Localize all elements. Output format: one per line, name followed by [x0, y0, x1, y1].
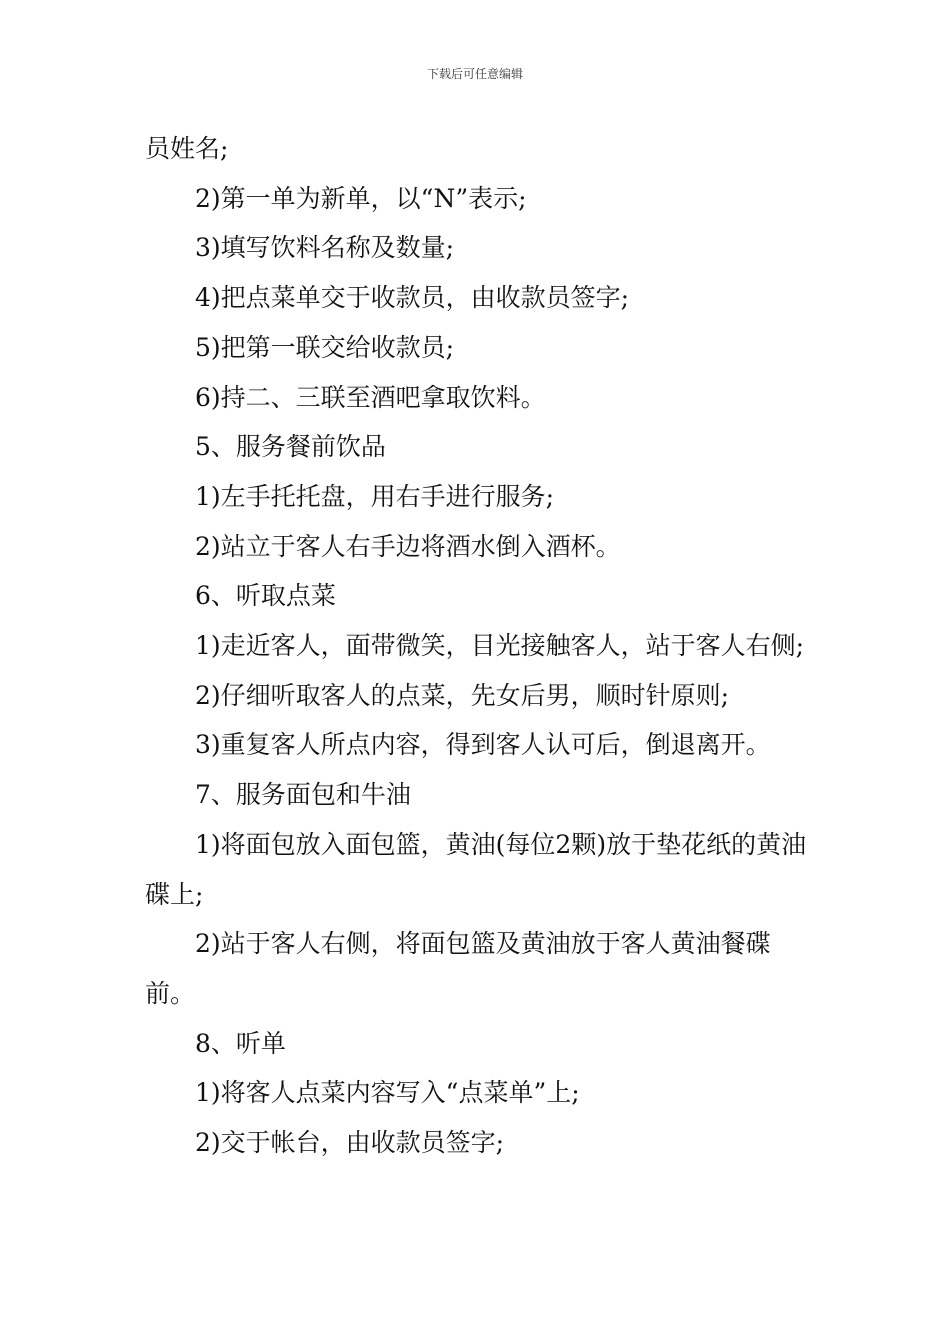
- document-body: [145, 124, 810, 1168]
- section-heading: 6、听取点菜: [195, 581, 336, 611]
- paragraph: 1)左手托托盘，用右手进行服务;: [195, 481, 555, 511]
- paragraph: 3)重复客人所点内容，得到客人认可后，倒退离开。: [195, 730, 771, 760]
- paragraph: 6)持二、三联至酒吧拿取饮料。: [195, 382, 546, 412]
- paragraph: 1)将客人点菜内容写入“点菜单”上;: [195, 1078, 580, 1108]
- paragraph: 2)站立于客人右手边将酒水倒入酒杯。: [195, 531, 621, 561]
- section-heading: 5、服务餐前饮品: [195, 432, 386, 462]
- page-header-note: 下载后可任意编辑: [426, 67, 523, 81]
- paragraph: 3)填写饮料名称及数量;: [195, 233, 455, 263]
- paragraph: 1)走近客人，面带微笑，目光接触客人，站于客人右侧;: [195, 631, 805, 661]
- section-heading: 7、服务面包和牛油: [195, 780, 411, 810]
- paragraph: 1)将面包放入面包篮，黄油(每位2颗)放于垫花纸的黄油碟上;: [145, 829, 807, 909]
- paragraph: 员姓名;: [145, 134, 229, 163]
- paragraph: 2)第一单为新单，以“N”表示;: [195, 183, 527, 213]
- section-heading: 8、听单: [195, 1028, 286, 1058]
- paragraph: 2)交于帐台，由收款员签字;: [195, 1128, 505, 1158]
- paragraph: 2)站于客人右侧，将面包篮及黄油放于客人黄油餐碟前。: [145, 929, 771, 1008]
- paragraph: 4)把点菜单交于收款员，由收款员签字;: [195, 283, 630, 313]
- paragraph: 2)仔细听取客人的点菜，先女后男，顺时针原则;: [195, 680, 730, 710]
- paragraph: 5)把第一联交给收款员;: [195, 332, 455, 362]
